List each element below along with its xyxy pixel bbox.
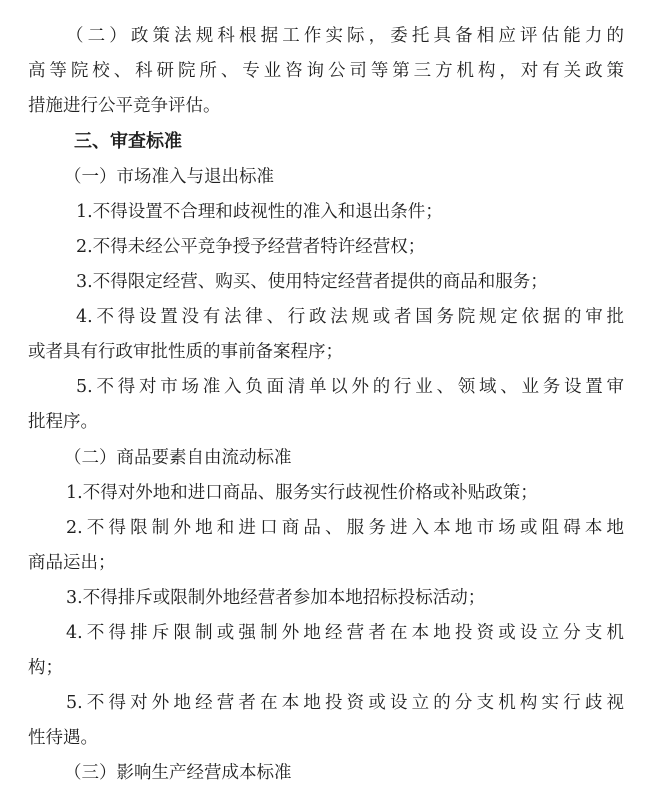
list-item: 1.不得设置不合理和歧视性的准入和退出条件； [76,202,443,222]
list-item: 5.不得对外地经营者在本地投资或设立的分支机构实行歧视 [66,693,624,713]
list-item: 1.不得对外地和进口商品、服务实行歧视性价格或补贴政策； [66,483,538,503]
paragraph-line: 措施进行公平竞争评估。 [28,96,221,116]
paragraph-line: （二）政策法规科根据工作实际，委托具备相应评估能力的 [66,26,624,46]
list-item: 5.不得对市场准入负面清单以外的行业、领域、业务设置审 [76,377,624,397]
subsection-heading: （三）影响生产经营成本标准 [64,763,292,783]
list-item: 2.不得限制外地和进口商品、服务进入本地市场或阻碍本地 [66,518,624,538]
list-item: 4.不得设置没有法律、行政法规或者国务院规定依据的审批 [76,307,624,327]
list-item-continuation: 商品运出； [28,553,116,573]
list-item: 2.不得未经公平竞争授予经营者特许经营权； [76,237,426,257]
list-item: 3.不得排斥或限制外地经营者参加本地招标投标活动； [66,588,486,608]
list-item-continuation: 性待遇。 [28,728,98,748]
subsection-heading: （一）市场准入与退出标准 [64,167,274,187]
paragraph-line: 高等院校、科研院所、专业咨询公司等第三方机构，对有关政策 [28,61,624,81]
section-heading: 三、审查标准 [74,131,182,152]
list-item: 3.不得限定经营、购买、使用特定经营者提供的商品和服务； [76,272,548,292]
list-item-continuation: 构； [28,658,63,678]
list-item-continuation: 或者具有行政审批性质的事前备案程序； [28,342,343,362]
list-item: 4.不得排斥限制或强制外地经营者在本地投资或设立分支机 [66,623,624,643]
list-item-continuation: 批程序。 [28,412,98,432]
subsection-heading: （二）商品要素自由流动标准 [64,448,292,468]
